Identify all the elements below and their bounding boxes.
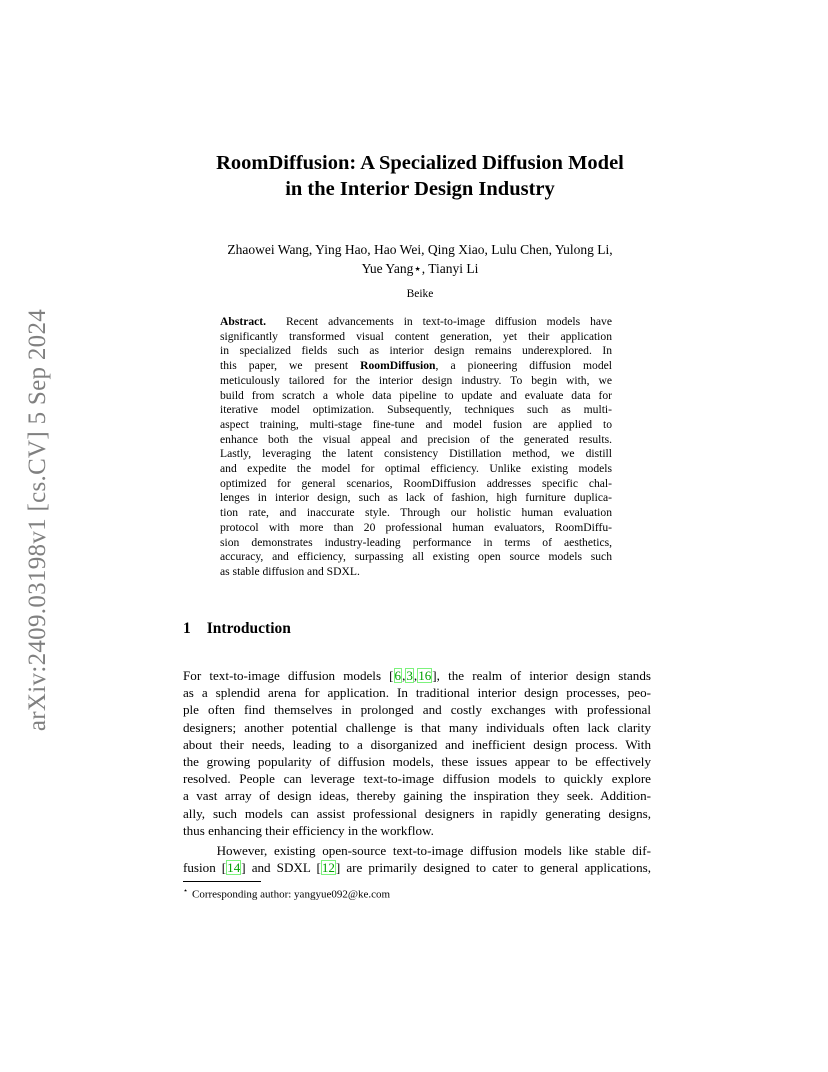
abstract-line-text: , a pioneering diffusion model [435,359,612,373]
abstract-line: optimized for general scenarios, RoomDiffusion addresses specific chal- [220,476,612,490]
footnote-text: Corresponding author: yangyue092@ke.com [192,888,391,901]
paragraph-line: about their needs, leading to a disorganized and inefficient design process. With [183,736,651,752]
abstract-line: accuracy, and efficiency, surpassing all existing open source models such [220,550,612,564]
abstract-line: sion demonstrates industry-leading performance in terms of aesthetics, [220,535,612,549]
author-line-2: Yue Yang⋆, Tianyi Li [361,261,479,276]
abstract-line [220,315,612,330]
author-list [170,240,670,278]
abstract-label: Abstract. [220,315,267,328]
arxiv-identifier-text: arXiv:2409.03198v1 [cs.CV] 5 Sep 2024 [24,308,52,732]
paper-title [150,150,690,202]
title-line-1: RoomDiffusion: A Specialized Diffusion Model [216,152,624,174]
footnote-marker: ⋆ [183,886,189,895]
paragraph-line: a vast array of design ideas, thereby gaining the inspiration they seek. Addition- [183,788,651,804]
abstract-line-text: this paper, we present [220,359,361,373]
paragraph-line: ally, such models can assist professional designers in rapidly generating designs, [183,805,651,821]
citation-link[interactable]: 3 [406,668,413,683]
citation-link[interactable]: 16 [418,668,432,683]
section-heading [183,620,291,638]
paragraph-line: as a splendid arena for application. In traditional interior design processes, peo- [183,685,651,701]
citation-separator: , [413,668,418,683]
citation-link[interactable]: 14 [227,860,241,876]
intro-paragraph-2 [183,842,651,876]
paragraph-line [183,859,651,876]
paragraph-text: ] and SDXL [ [241,860,321,876]
abstract-line: in specialized fields such as interior design remains underexplored. In [220,344,612,358]
intro-paragraph-1 [183,667,651,839]
abstract [220,315,612,580]
abstract-line: and expedite the model for optimal efficiency. Unlike existing models [220,462,612,476]
citation-separator: , [402,668,406,683]
footnote-rule [183,881,261,882]
abstract-line: enhance both the visual appeal and precision of the generated results. [220,432,612,446]
paragraph-text: For text-to-image diffusion models [ [183,668,394,683]
footnote [183,886,390,901]
abstract-line: meticulously tailored for the interior design industry. To begin with, we [220,373,612,387]
abstract-line: as stable diffusion and SDXL. [220,564,360,578]
author-line-1: Zhaowei Wang, Ying Hao, Hao Wei, Qing Xiao, Lulu Chen, Yulong Li, [227,242,613,257]
abstract-line: lenges in interior design, such as lack of fashion, high furniture duplica- [220,491,612,505]
paragraph-line [183,667,651,684]
citation-link[interactable]: 6 [394,668,402,683]
section-number: 1 [183,620,191,637]
paragraph-text: fusion [ [183,860,227,876]
paragraph-text: However, existing open-source text-to-image diffusion models like stable dif- [216,843,651,858]
paragraph-text: ] are primarily designed to cater to general applications, [335,860,651,876]
abstract-line: iterative model optimization. Subsequently, techniques such as multi- [220,403,612,417]
title-line-2: in the Interior Design Industry [285,178,555,200]
paragraph-line: ple often find themselves in prolonged and costly exchanges with professional [183,702,651,718]
paragraph-line: resolved. People can leverage text-to-image diffusion models to quickly explore [183,771,651,787]
abstract-line: significantly transformed visual content generation, yet their application [220,329,612,343]
abstract-line: aspect training, multi-stage fine-tune and model fusion are applied to [220,417,612,431]
abstract-line: protocol with more than 20 professional human evaluators, RoomDiffu- [220,520,612,534]
abstract-line: build from scratch a whole data pipeline to update and evaluate data for [220,388,612,402]
abstract-line: Lastly, leveraging the latent consistency Distillation method, we distill [220,447,612,461]
paragraph-line: thus enhancing their efficiency in the workflow. [183,822,434,838]
paragraph-line [183,842,651,859]
paragraph-text: ], the realm of interior design stands [432,668,651,683]
affiliation: Beike [406,288,434,300]
citation-link[interactable]: 12 [321,860,335,876]
model-name-bold: RoomDiffusion [360,359,436,373]
abstract-line [220,359,612,374]
abstract-line-text: Recent advancements in text-to-image diffusion models have [285,315,613,328]
abstract-line: tion rate, and inaccurate style. Through our holistic human evaluation [220,506,612,520]
paragraph-line: designers; another potential challenge is that many individuals often lack clarity [183,719,651,735]
section-title: Introduction [206,620,291,637]
paragraph-line: the growing popularity of diffusion models, these issues appear to be effectively [183,754,651,770]
arxiv-identifier [8,240,68,800]
